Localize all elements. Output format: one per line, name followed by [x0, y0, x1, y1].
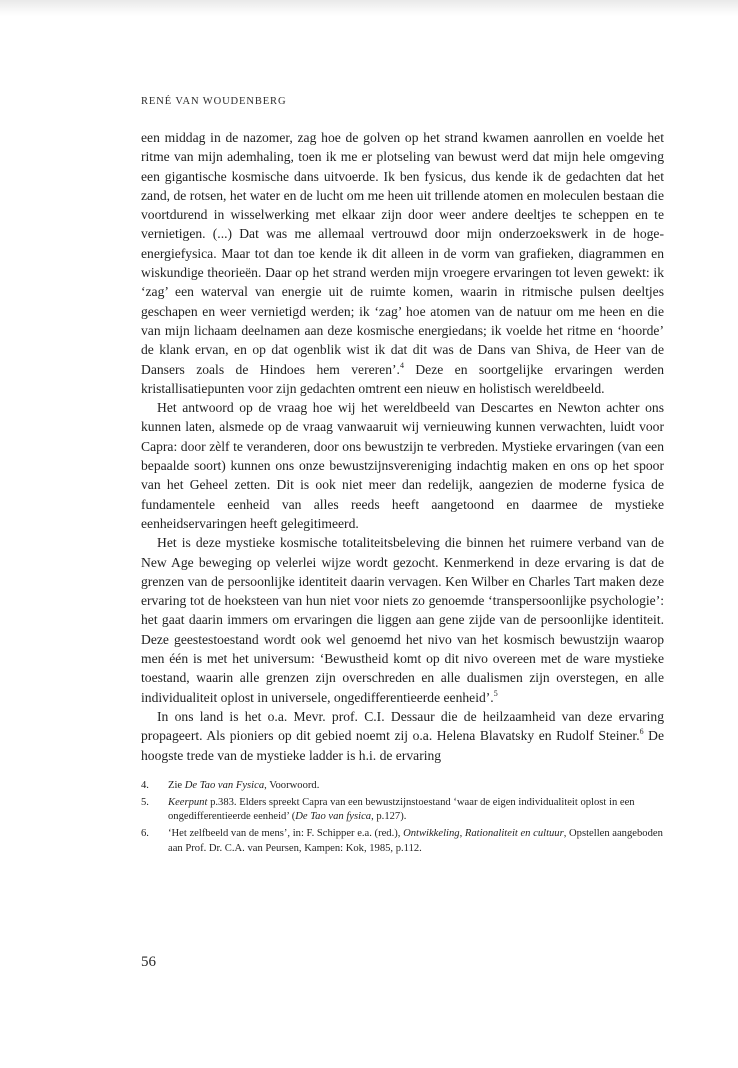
- footnotes: [141, 779, 664, 856]
- footnote-title: Ontwikkeling, Rationaliteit en cultuur: [403, 828, 564, 840]
- footnote-ref-6[interactable]: 6: [639, 727, 644, 737]
- footnote-title: De Tao van Fysica: [184, 779, 265, 791]
- page-number: 56: [141, 954, 156, 970]
- running-head: RENÉ VAN WOUDENBERG: [141, 96, 287, 107]
- paragraph-1: [141, 128, 664, 398]
- footnote-ref-5[interactable]: 5: [493, 688, 498, 698]
- footnote-title: Keerpunt: [168, 797, 208, 808]
- paragraph-text: In ons land is het o.a. Mevr. prof. C.I. Dessaur die de heilzaamheid van deze ervaring propageert. Als pioniers op dit gebied noemt zij o.a. Helena Blavatsky en Rudolf Steiner.: [141, 708, 664, 744]
- footnote-text-part: Zie: [168, 779, 185, 791]
- footnote-number: 4.: [141, 779, 149, 791]
- footnote-text-part: , Opstellen aangeboden aan Prof. Dr. C.A. van Peursen, Kampen: Kok, 1985, p.112.: [168, 828, 663, 854]
- footnote-text-part: , Voorwoord.: [264, 779, 320, 791]
- book-page: [141, 96, 664, 859]
- scan-edge: [0, 0, 738, 16]
- footnote-text: [168, 796, 664, 824]
- footnote-text: [168, 779, 664, 793]
- footnote-text-part: , p.127).: [371, 811, 407, 823]
- paragraph-4: [141, 707, 664, 765]
- body-text: [141, 128, 664, 765]
- footnote-text: [168, 827, 664, 855]
- footnote-number: 5.: [141, 797, 149, 808]
- footnote-title: De Tao van fysica: [295, 811, 372, 823]
- footnote-text-part: ‘Het zelfbeeld van de mens’, in: F. Schipper e.a. (red.),: [168, 828, 404, 840]
- paragraph-2: Het antwoord op de vraag hoe wij het wereldbeeld van Descartes en Newton achter ons kunnen laten, alsmede op de vraag vanwaaruit wij vernieuwing kunnen verwachten, luidt voor Capra: door zèlf te veranderen, door ons bewustzijn te verbreden. Mystieke ervaringen (van een bepaalde soort) kunnen ons onze bewustzijnsvereniging indachtig maken en ons op het spoor van het Geheel zetten. Dit is ook niet meer dan redelijk, aangezien de moderne fysica de fundamentele eenheid van alles reeds heeft aangetoond en daarmee de mystieke eenheidservaringen heeft gelegitimeerd.: [141, 400, 664, 531]
- footnote-ref-4[interactable]: 4: [399, 360, 404, 370]
- paragraph-text: De hoogste trede van de mystieke ladder is h.i. de ervaring: [141, 728, 664, 763]
- footnote-4: [141, 779, 664, 793]
- footnote-number: 6.: [141, 828, 149, 840]
- footnote-text-part: p.383. Elders spreekt Capra van een bewustzijnstoestand ‘waar de eigen individualiteit oplost in een ongedifferentieerde eenheid’ (: [168, 797, 635, 823]
- footnote-6: [141, 827, 664, 855]
- paragraph-text: Deze en soortgelijke ervaringen werden kristallisatiepunten voor zijn gedachten omtrent een nieuw en holistisch wereldbeeld.: [141, 361, 664, 396]
- footnote-5: [141, 796, 664, 824]
- paragraph-text: een middag in de nazomer, zag hoe de golven op het strand kwamen aanrollen en voelde het ritme van mijn ademhaling, toen ik me er plotseling van bewust werd dat mijn hele omgeving een gigantische kosmische dans uitvoerde. Ik ben fysicus, dus kende ik de gedachten dat het zand, de rotsen, het water en de lucht om me heen uit trillende atomen en moleculen bestaan die voortdurend in wisselwerking met elkaar zijn door weer andere deeltjes te scheppen en te vernietigen. (...) Dat was me allemaal vertrouwd door mijn onderzoekswerk in de hoge-energiefysica. Maar tot dan toe kende ik dit alleen in de vorm van grafieken, diagrammen en wiskundige theorieën. Daar op het strand werden mijn vroegere ervaringen tot leven gewekt: ik ‘zag’ een waterval van energie uit de ruimte komen, waarin in ritmische pulsen deeltjes geschapen en weer vernietigd werden; ik ‘zag’ hoe atomen van de natuur om me heen en die van mijn lichaam deelnamen aan deze kosmische energiedans; ik voelde het ritme en ‘hoorde’ de klank ervan, en op dat ogenblik wist ik dat dit was de Dans van Shiva, de Heer van de Dansers zoals de Hindoes hem vereren’.: [141, 130, 664, 377]
- paragraph-text: Het is deze mystieke kosmische totaliteitsbeleving die binnen het ruimere verband van de New Age beweging op velerlei wijze wordt gezocht. Kenmerkend in deze ervaring is dat de grenzen van de persoonlijke identiteit daarin vervagen. Ken Wilber en Charles Tart maken deze ervaring tot de hoeksteen van hun niet voor niets zo genoemde ‘transpersoonlijke psychologie’: het gaat daarin immers om ervaringen die liggen aan gene zijde van de persoonlijke identiteit. Deze geestestoestand wordt ook wel genoemd het nivo van het kosmisch bewustzijn waarop men één is met het universum: ‘Bewustheid komt op dit nivo overeen met de ware mystieke toestand, waarin alle grenzen zijn overschreden en alle dualismen zijn overstegen, en alle individualiteit oplost in universele, ongedifferentieerde eenheid’.: [141, 535, 664, 705]
- paragraph-3: [141, 533, 664, 707]
